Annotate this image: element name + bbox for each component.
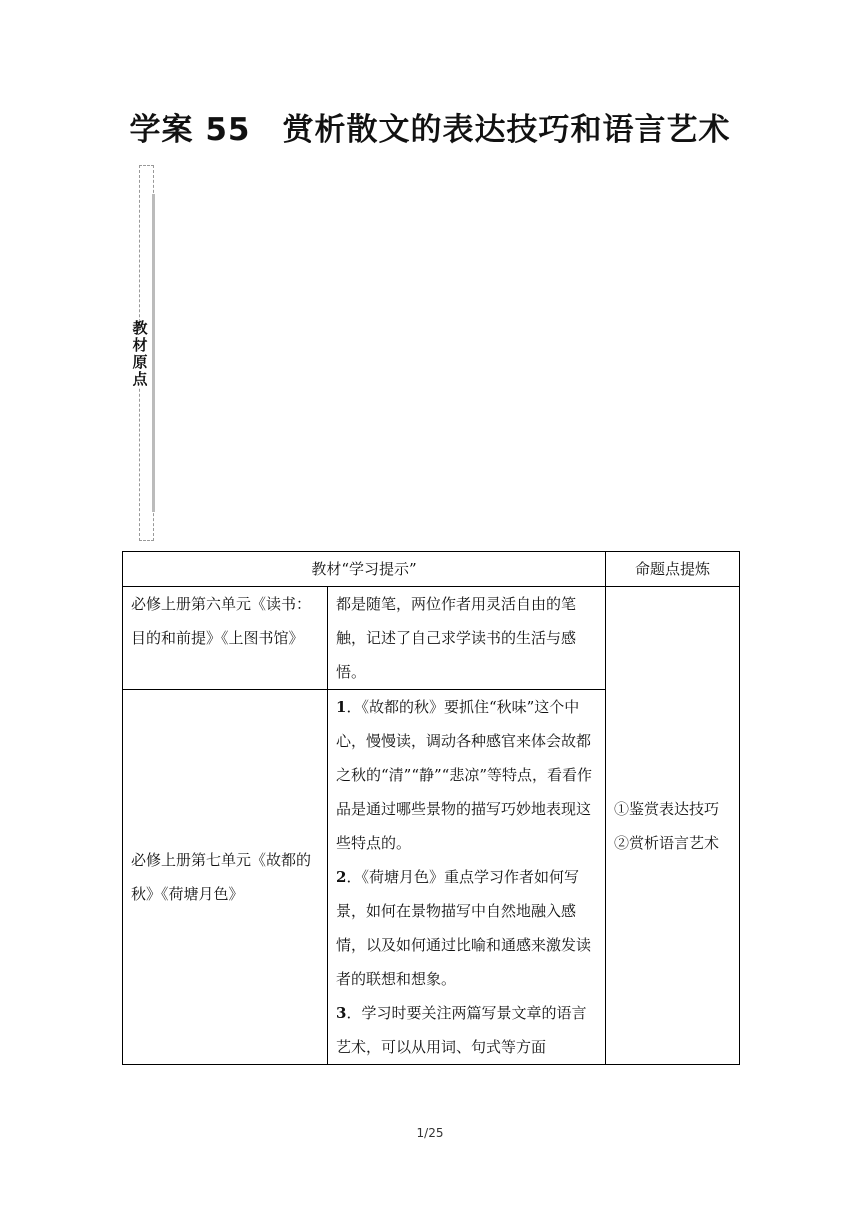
sidebar-char: 点 <box>132 370 148 388</box>
points-cell <box>606 587 740 1065</box>
sidebar-rule <box>152 194 155 512</box>
hint-item <box>336 860 597 996</box>
hint-number: 1 <box>336 698 347 716</box>
point-item: ①鉴赏表达技巧 <box>614 799 720 818</box>
page-number: 1/25 <box>416 1126 444 1140</box>
hint-number: 2 <box>336 868 347 886</box>
hint-text: ．《故都的秋》要抓住“秋味”这个中心，慢慢读，调动各种感官来体会故都之秋的“清”“静”“悲凉”等特点，看看作品是通过哪些景物的描写巧妙地表现这些特点的。 <box>336 698 593 852</box>
study-table <box>122 551 740 1065</box>
hint-cell: 都是随笔，两位作者用灵活自由的笔触，记述了自己求学读书的生活与感悟。 <box>328 587 606 690</box>
sidebar-char: 材 <box>132 336 148 354</box>
sidebar-char: 原 <box>132 353 148 371</box>
hint-item <box>336 690 597 860</box>
header-points: 命题点提炼 <box>606 552 740 587</box>
hint-text: ．《荷塘月色》重点学习作者如何写景，如何在景物描写中自然地融入感情，以及如何通过比喻和通感来激发读者的联想和想象。 <box>336 868 592 988</box>
sidebar-label <box>131 320 149 388</box>
hint-cell <box>328 690 606 1065</box>
hint-text: ．学习时要关注两篇写景文章的语言艺术，可以从用词、句式等方面 <box>336 1004 587 1056</box>
table-header-row <box>123 552 740 587</box>
page-title: 学案 55 赏析散文的表达技巧和语言艺术 <box>129 112 731 148</box>
table-row <box>123 587 740 690</box>
hint-item <box>336 996 597 1064</box>
hint-number: 3 <box>336 1004 347 1022</box>
sidebar-char: 教 <box>132 319 148 337</box>
source-cell: 必修上册第六单元《读书：目的和前提》《上图书馆》 <box>123 587 328 690</box>
header-hints: 教材“学习提示” <box>123 552 606 587</box>
source-cell: 必修上册第七单元《故都的秋》《荷塘月色》 <box>123 690 328 1065</box>
point-item: ②赏析语言艺术 <box>614 833 720 852</box>
